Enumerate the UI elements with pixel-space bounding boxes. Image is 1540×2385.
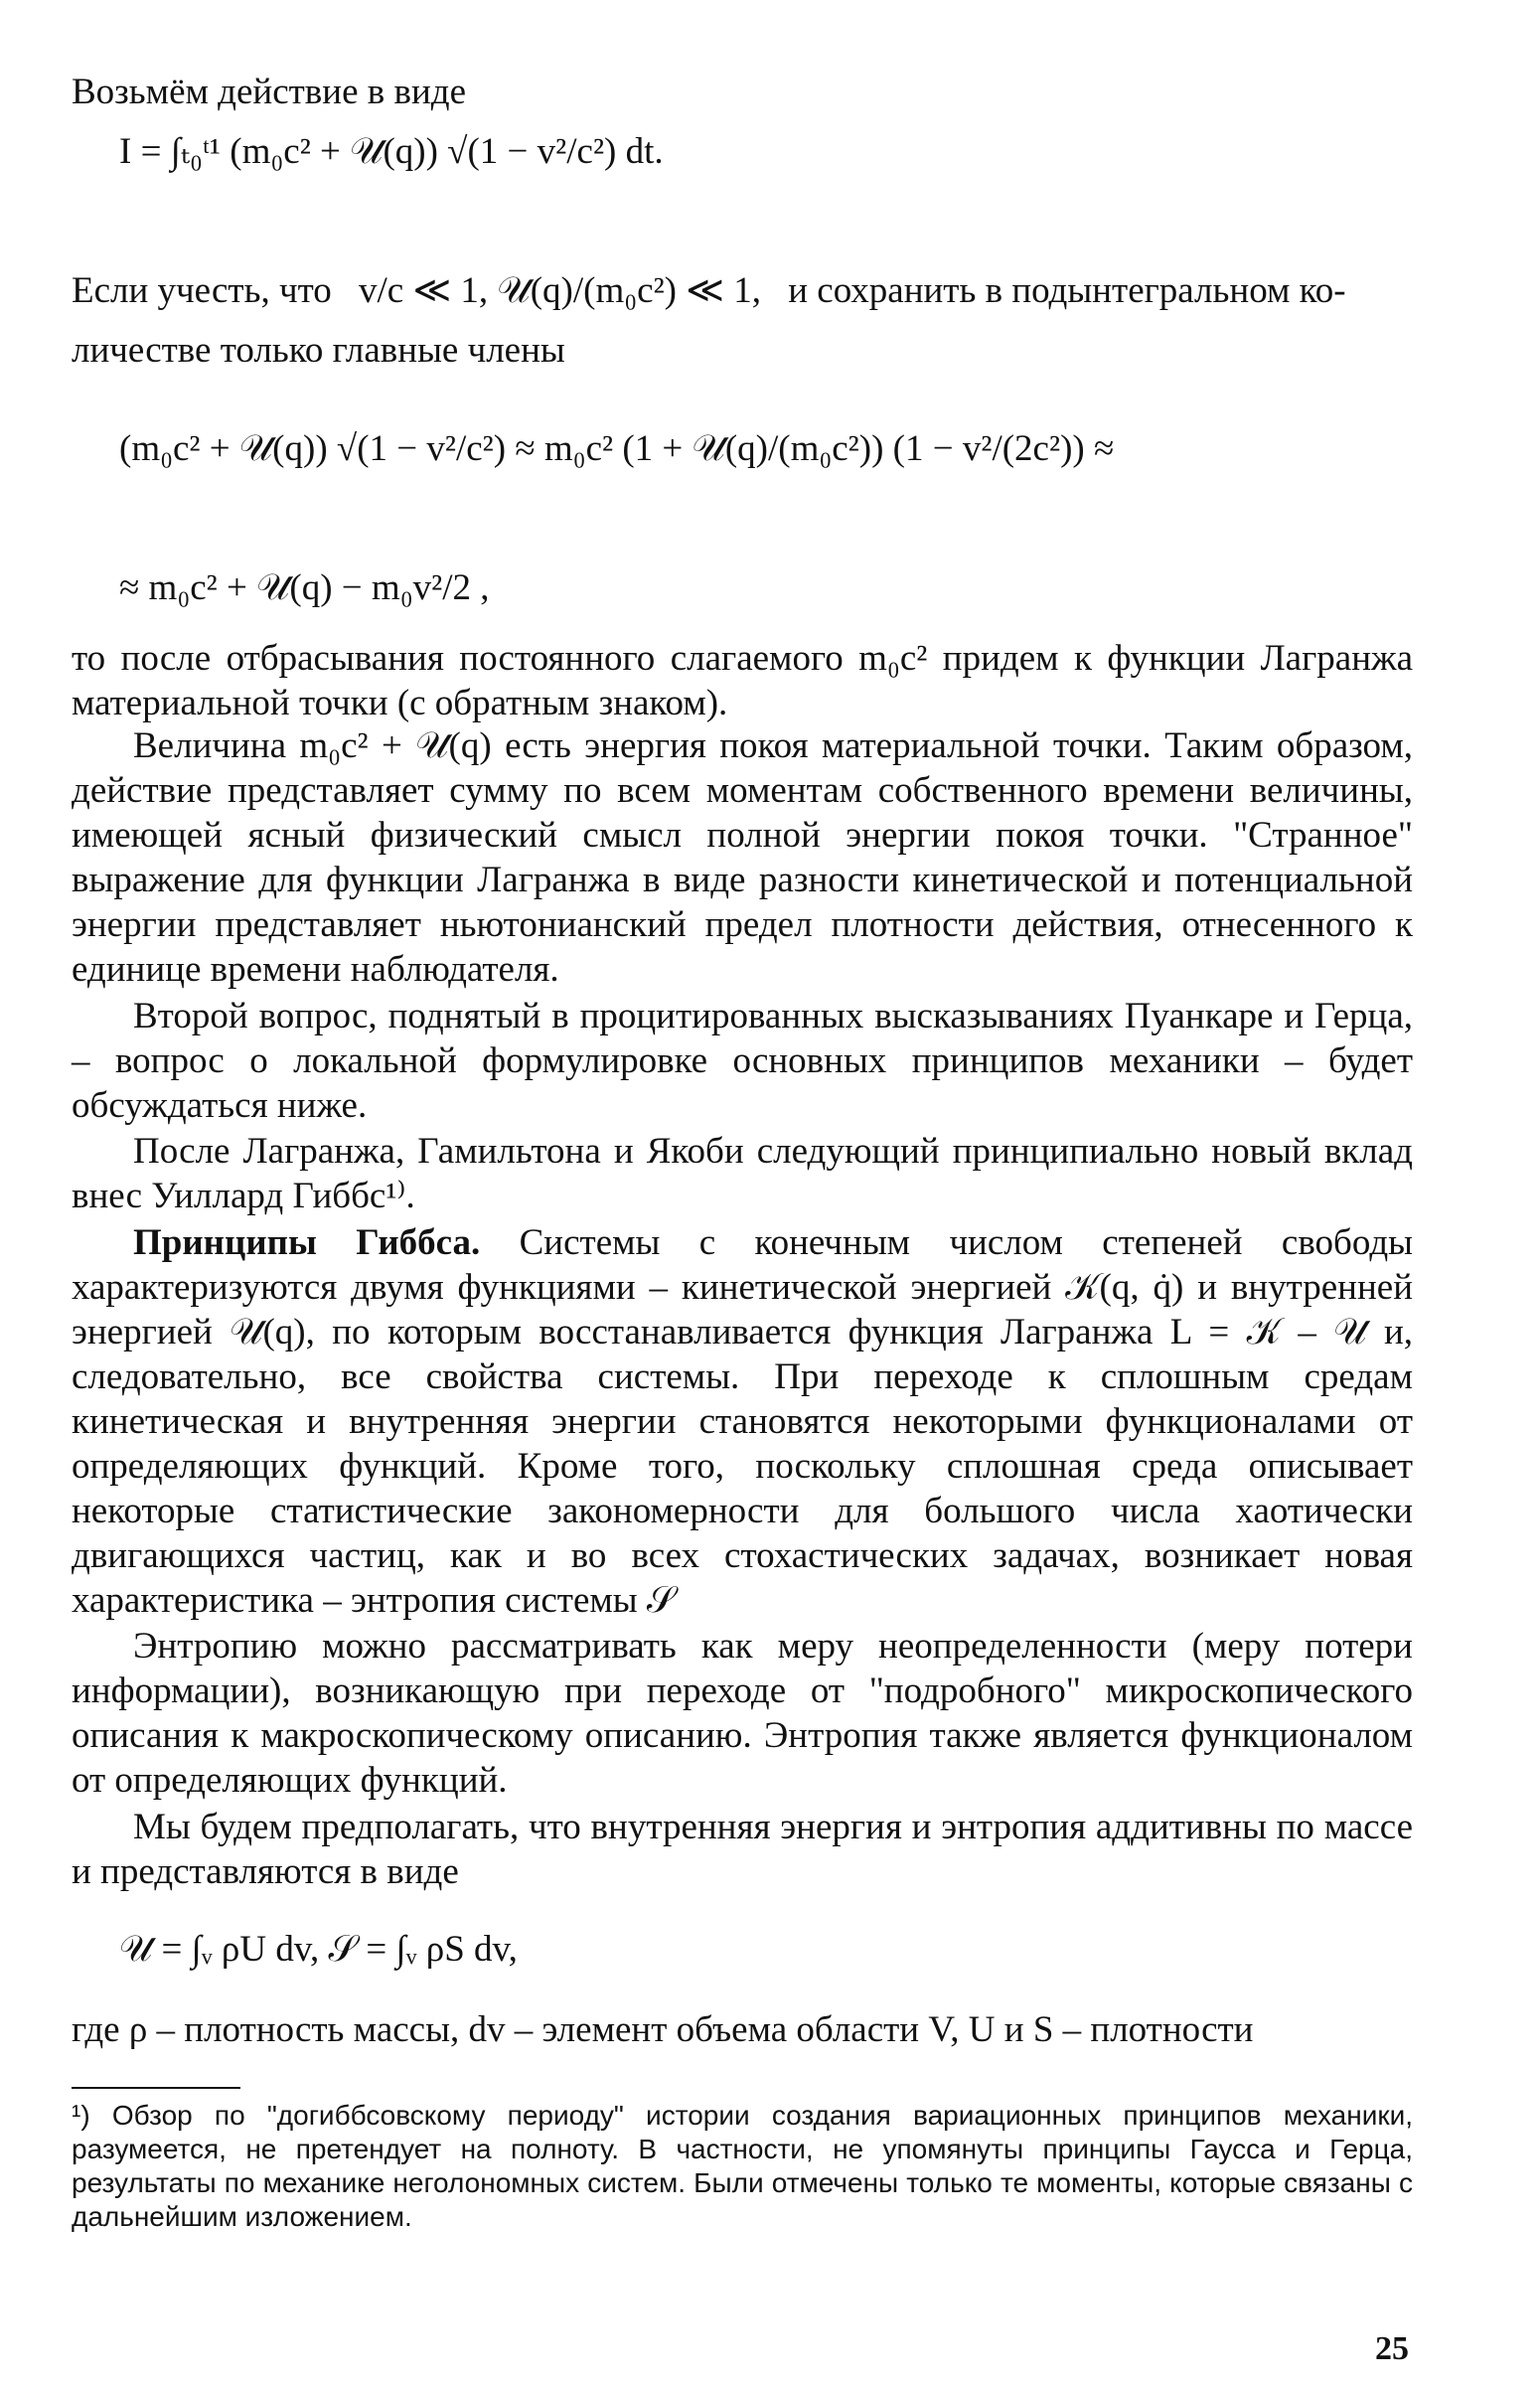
additivity-paragraph: Мы будем предполагать, что внутренняя энергия и энтропия аддитивны по массе и представляются в виде [72, 1807, 1413, 1892]
condition-suffix: и сохранить в подынтегральном ко- [788, 270, 1346, 311]
expansion-equation-2: ≈ m₀c² + 𝒰(q) − m₀v²/2 , [119, 567, 490, 608]
action-equation: I = ∫ₜ₀ᵗ¹ (m₀c² + 𝒰(q)) √(1 − v²/c²) dt. [119, 131, 664, 172]
after-expansion-paragraph: то после отбрасывания постоянного слагаемого m₀c² придем к функции Лагранжа материальной точки (с обратным знаком). [72, 638, 1413, 723]
intro-text: Возьмём действие в виде [72, 72, 466, 112]
gibbs-section-title: Принципы Гиббса. [133, 1222, 481, 1263]
condition-line [72, 268, 1413, 313]
condition-prefix: Если учесть, что [72, 270, 332, 311]
integrals-equation: 𝒰 = ∫ᵥ ρU dv, 𝒮 = ∫ᵥ ρS dv, [119, 1929, 518, 1970]
rest-energy-paragraph: Величина m₀c² + 𝒰(q) есть энергия покоя материальной точки. Таким образом, действие представляет сумму по всем моментам собственного времени величины, имеющей ясный физический смысл полной энергии покоя точки. "Странное" выражение для функции Лагранжа в виде разности кинетической и потенциальной энергии представляет ньютонианский предел плотности действия, отнесенного к единице времени наблюдателя. [72, 725, 1413, 990]
after-lagrange-paragraph: После Лагранжа, Гамильтона и Якоби следующий принципиально новый вклад внес Уиллард Гиббс¹⁾. [72, 1131, 1413, 1216]
footnote: ¹) Обзор по "догиббсовскому периоду" истории создания вариационных принципов механики, разумеется, не претендует на полноту. В частности, не упомянуты принципы Гаусса и Герца, результаты по механике неголономных систем. Были отмечены только те моменты, которые связаны с дальнейшим изложением. [72, 2100, 1413, 2232]
entropy-paragraph: Энтропию можно рассматривать как меру неопределенности (меру потери информации), возникающую при переходе от "подробного" микроскопического описания к макроскопическому описанию. Энтропия также является функционалом от определяющих функций. [72, 1626, 1413, 1801]
gibbs-section-body: Системы с конечным числом степеней свободы характеризуются двумя функциями – кинетической энергией 𝒦(q, q̇) и внутренней энергией 𝒰(q), по которым восстанавливается функция Лагранжа L = 𝒦 – 𝒰 и, следовательно, все свойства системы. При переходе к сплошным средам кинетическая и внутренняя энергии становятся некоторыми функционалами от определяющих функций. Кроме того, поскольку сплошная среда описывает некоторые статистические закономерности для большого числа хаотически двигающихся частиц, как и во всех стохастических задачах, возникает новая характеристика – энтропия системы 𝒮 [72, 1222, 1413, 1621]
expansion-equation-1: (m₀c² + 𝒰(q)) √(1 − v²/c²) ≈ m₀c² (1 + 𝒰(q)/(m₀c²)) (1 − v²/(2c²)) ≈ [119, 428, 1115, 469]
footnote-divider [72, 2087, 240, 2089]
gibbs-paragraph [72, 1220, 1413, 1623]
where-line: где ρ – плотность массы, dv – элемент объема области V, U и S – плотности [72, 2009, 1254, 2050]
condition-formula: v/c ≪ 1, 𝒰(q)/(m₀c²) ≪ 1, [359, 270, 761, 311]
condition-continued: личестве только главные члены [72, 330, 565, 371]
page-number: 25 [1375, 2330, 1409, 2367]
second-question-paragraph: Второй вопрос, поднятый в процитированных высказываниях Пуанкаре и Герца, – вопрос о локальной формулировке основных принципов механики – будет обсуждаться ниже. [72, 996, 1413, 1126]
